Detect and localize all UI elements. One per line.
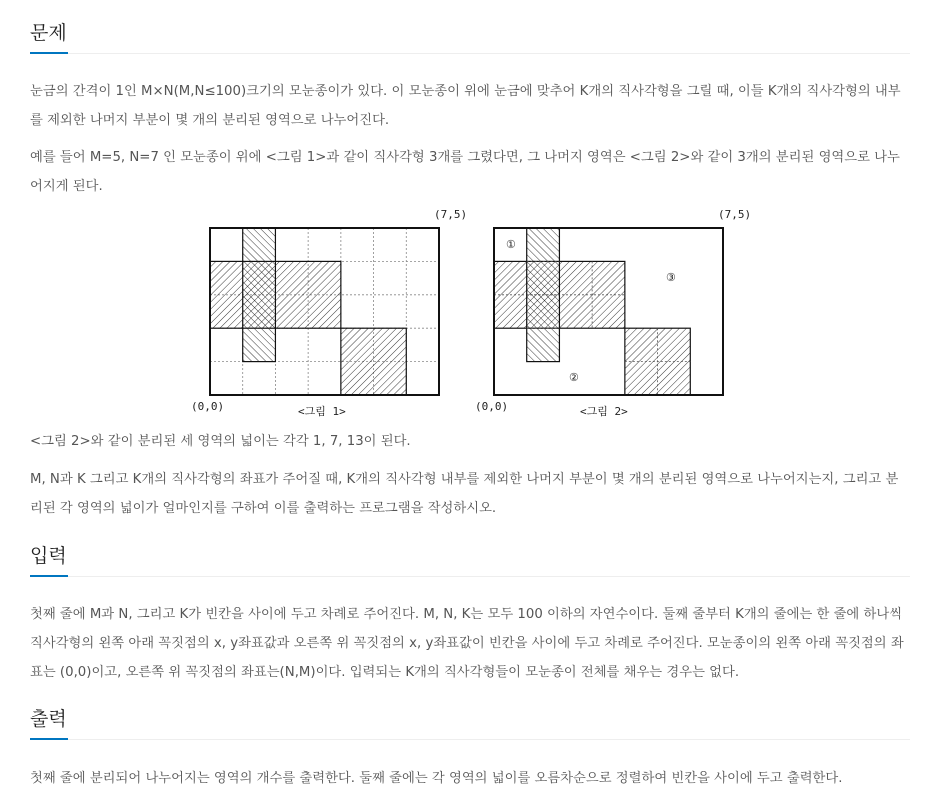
figure-1-corner-label: (7,5): [434, 208, 468, 221]
region-label-3: ③: [666, 271, 676, 284]
figure-1-caption: <그림 1>: [298, 405, 346, 418]
output-paragraph: 첫째 줄에 분리되어 나누어지는 영역의 개수를 출력한다. 둘째 줄에는 각 영역의 넓이를 오름차순으로 정렬하여 빈칸을 사이에 두고 출력한다.: [30, 771, 843, 786]
problem-title: 문제: [30, 22, 67, 44]
problem-paragraph-1: 눈금의 간격이 1인 M×N(M,N≤100)크기의 모눈종이가 있다. 이 모눈종이 위에 눈금에 맞추어 K개의 직사각형을 그릴 때, 이들 K개의 직사각형의 내부를 제외한 나머지 부분이 몇 개의 분리된 영역으로 나누어진다.: [30, 84, 901, 128]
input-section: [30, 543, 910, 569]
figure-2-origin-label: (0,0): [475, 400, 509, 413]
hatched-rectangle: [341, 328, 406, 395]
figure-2-caption: <그림 2>: [580, 405, 628, 418]
figure-1: [191, 208, 467, 418]
title-accent: [30, 738, 68, 740]
output-title: 출력: [30, 708, 67, 730]
figure-2-corner-label: (7,5): [718, 208, 752, 221]
problem-paragraph-4: M, N과 K 그리고 K개의 직사각형의 좌표가 주어질 때, K개의 직사각형 내부를 제외한 나머지 부분이 몇 개의 분리된 영역으로 나누어지는지, 그리고 분리된 각 영역의 넓이가 얼마인지를 구하여 이를 출력하는 프로그램을 작성하시오.: [30, 472, 899, 516]
title-divider: [30, 53, 910, 54]
figure: [180, 198, 760, 428]
input-paragraph: 첫째 줄에 M과 N, 그리고 K가 빈칸을 사이에 두고 차례로 주어진다. M, N, K는 모두 100 이하의 자연수이다. 둘째 줄부터 K개의 줄에는 한 줄에 하나씩 직사각형의 왼쪽 아래 꼭짓점의 x, y좌표값과 오른쪽 위 꼭짓점의 x, y좌표값이 빈칸을 사이에 두고 차례로 주어진다. 모눈종이의 왼쪽 아래 꼭짓점의 좌표는 (0,0)이고, 오른쪽 위 꼭짓점의 좌표는(N,M)이다. 입력되는 K개의 직사각형들이 모눈종이 전체를 채우는 경우는 없다.: [30, 607, 904, 680]
figure-2-rectangles: [494, 228, 690, 395]
problem-paragraph-2: 예를 들어 M=5, N=7 인 모눈종이 위에 <그림 1>과 같이 직사각형 3개를 그렸다면, 그 나머지 영역은 <그림 2>와 같이 3개의 분리된 영역으로 나누어지게 된다.: [30, 150, 900, 194]
output-section: [30, 706, 910, 732]
region-label-1: ①: [506, 238, 516, 251]
title-divider: [30, 576, 910, 577]
title-divider: [30, 739, 910, 740]
title-accent: [30, 575, 68, 577]
hatched-rectangle: [243, 228, 276, 362]
problem-paragraph-3: <그림 2>와 같이 분리된 세 영역의 넓이는 각각 1, 7, 13이 된다.: [30, 434, 411, 449]
figure-1-origin-label: (0,0): [191, 400, 225, 413]
input-title: 입력: [30, 545, 67, 567]
figure-2: [475, 208, 751, 418]
figure-svg: [180, 198, 760, 428]
region-label-2: ②: [569, 371, 579, 384]
problem-section: [30, 20, 910, 46]
title-accent: [30, 52, 68, 54]
